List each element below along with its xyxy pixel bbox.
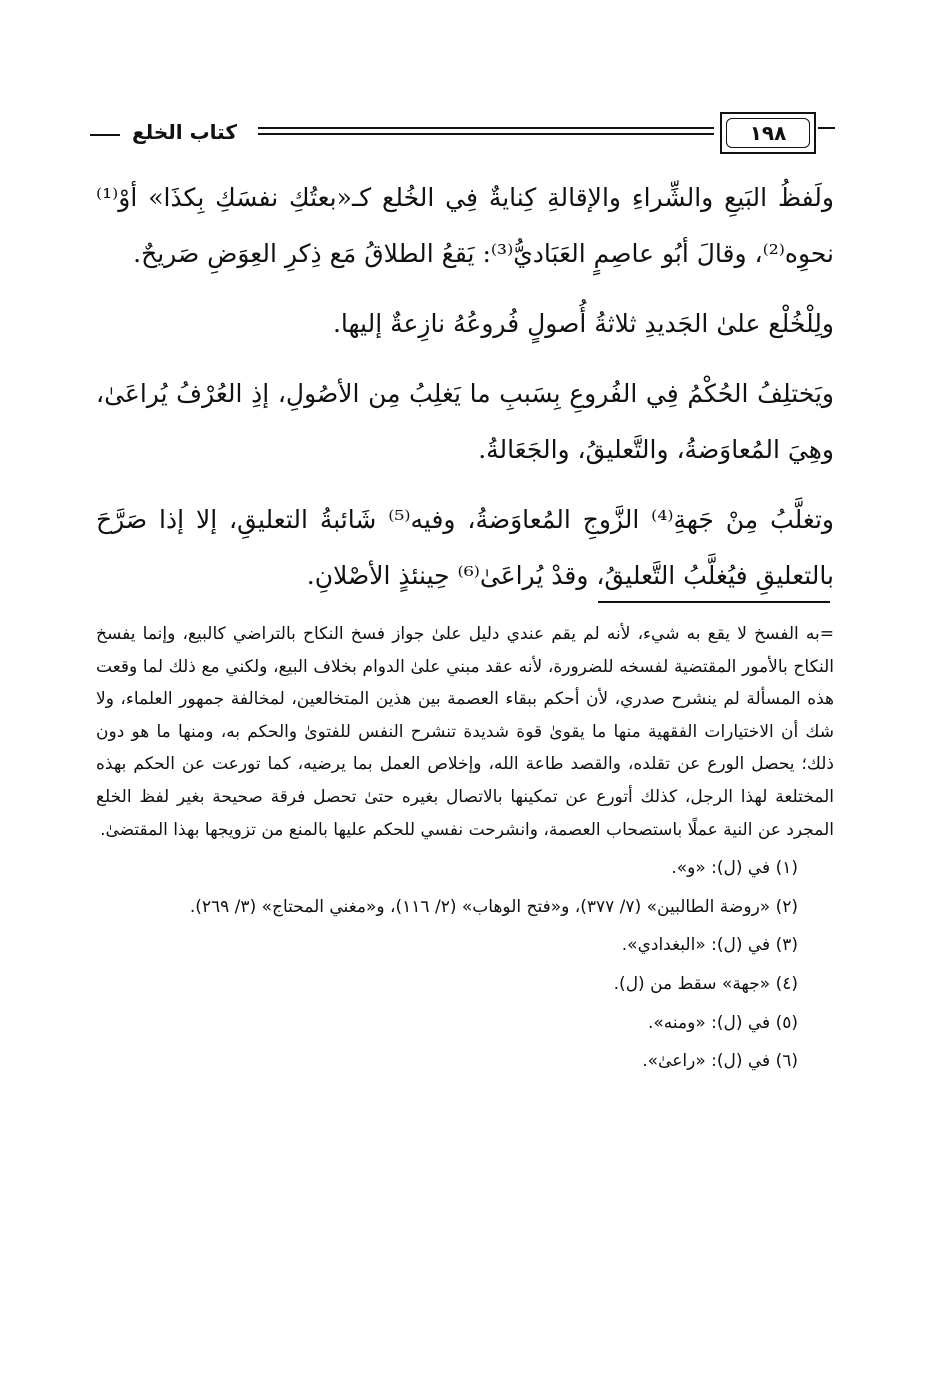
footnote-item: (٢) «روضة الطالبين» (٧/ ٣٧٧)، و«فتح الوهاب» (٢/ ١١٦)، و«مغني المحتاج» (٣/ ٢٦٩). [189,896,798,917]
footnote-item: (٥) في (ل): «ومنه». [647,1012,798,1033]
page-header [90,112,835,158]
header-dash-right [818,127,835,129]
footnote-item: (٦) في (ل): «راعىٰ». [642,1051,798,1072]
main-paragraph: وتغلَّبُ مِنْ جَهةِ⁽⁴⁾ الزَّوجِ المُعاوَضةُ، وفيه⁽⁵⁾ شَائبةُ التعليقِ، إلا إذا صَرَّحَ بالتعليقِ فيُغلَّبُ التَّعليقُ، وقدْ يُراعَىٰ⁽⁶⁾ حِينئذٍ الأصْلانِ. [96,505,834,590]
header-rule-bottom [258,133,714,135]
footnotes [96,618,834,1078]
footnote-continuation: =به الفسخ لا يقع به شيء، لأنه لم يقم عندي دليل علىٰ جواز فسخ النكاح بالتراضي كالبيع، وإنما يفسخ النكاح بالأمور المقتضية لفسخه للضرورة، لأنه عقد مبني علىٰ الدوام بخلاف البيع، ولكني مع ذلك لما وقعت هذه المسألة لم ينشرح صدري، لأن أحكم ببقاء العصمة بين هذين المتخالعين، لمخالفة جمهور العلماء، ولا شك أن الاختيارات الفقهية منها ما يقوىٰ قوة شديدة تنشرح النفس للفتوىٰ والحكم به، ومنها ما هو دون ذلك؛ يحصل الورع عن تقلده، والقصد طاعة الله، وإخلاص العمل بما يرضيه، كما تورعت عن الحكم بهذه المختلعة لهذا الرجل، كذلك أتورع عن تمكينها بالاتصال بغيره حتىٰ تحصل فرقة صحيحة بغير لفظ الخلع المجرد عن النية عملًا باستصحاب العصمة، وانشرحت نفسي للحكم عليها بالمنع من تزويجها بهذا المقتضىٰ. [96,624,834,840]
header-dash-left [90,134,120,136]
footnote-item: (١) في (ل): «و». [671,858,798,879]
header-rule-top [258,127,714,129]
main-paragraph: ويَختلِفُ الحُكْمُ فِي الفُروعِ بِسَببِ ما يَغلِبُ مِن الأصُولِ، إذِ العُرْفُ يُراعَىٰ، وهِيَ المُعاوَضةُ، والتَّعليقُ، والجَعَالةُ. [96,379,834,464]
footnote-item: (٤) «جهة» سقط من (ل). [613,973,798,994]
main-text [96,170,834,618]
page-number: ١٩٨ [726,118,810,148]
main-paragraph: ولِلْخُلْع علىٰ الجَديدِ ثلاثةُ أُصولٍ فُروعُهُ نازِعةٌ إليها. [332,309,834,338]
footnote-item: (٣) في (ل): «البغدادي». [621,935,798,956]
chapter-title: كتاب الخلع [132,120,237,144]
page-number-frame [720,112,816,154]
main-paragraph: ولَفظُ البَيعِ والشِّراءِ والإقالةِ كِنايةٌ فِي الخُلع كـ«بعتُكِ نفسَكِ بِكذَا» أوْ⁽¹⁾ نحوِه⁽²⁾، وقالَ أبُو عاصِمٍ العَبَاديُّ⁽³⁾: يَقعُ الطلاقُ مَع ذِكرِ العِوَضِ صَريحٌ. [96,183,834,268]
footnote-separator [598,601,830,603]
